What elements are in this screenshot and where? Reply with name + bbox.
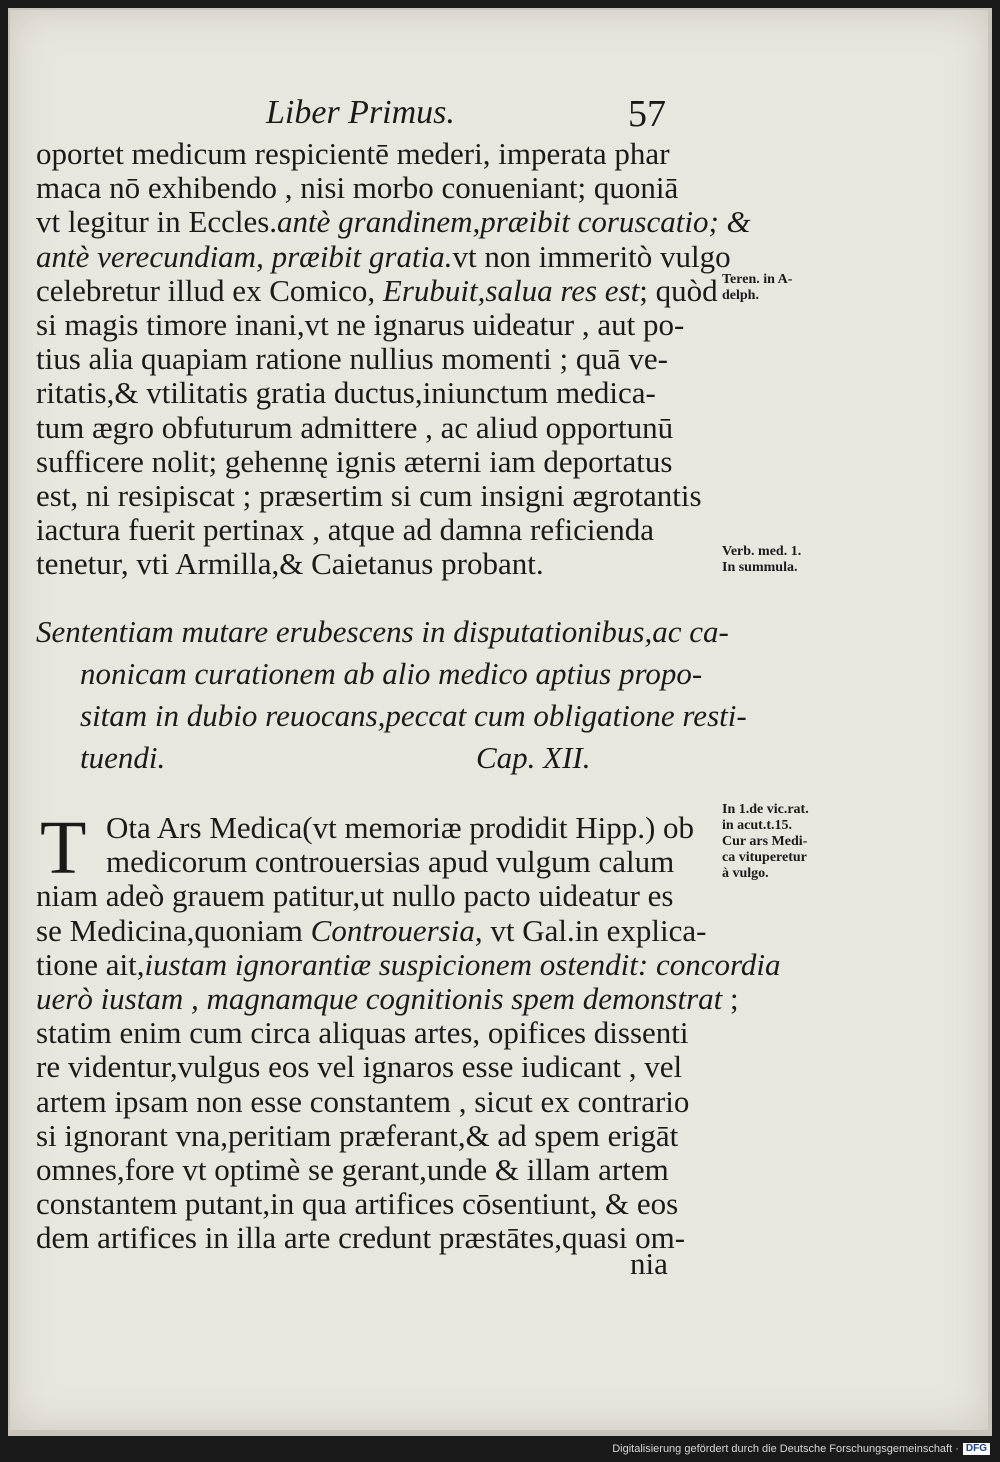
text-segment: tum ægro obfuturum admittere , ac aliud opportunū	[36, 409, 674, 445]
chapter-line	[36, 1049, 682, 1085]
body-line	[36, 170, 678, 206]
italic-segment: Controuersia	[310, 912, 475, 948]
italic-segment: antè grandinem,præibit coruscatio; &	[277, 204, 751, 240]
chapter-heading-line: sitam in dubio reuocans,peccat cum obligatione resti-	[80, 698, 747, 733]
body-line	[36, 410, 673, 446]
text-segment: celebretur illud ex Comico,	[36, 272, 383, 308]
marginal-note-line: Verb. med. 1.	[722, 544, 802, 559]
chapter-line	[36, 913, 706, 949]
running-head: Liber Primus.	[266, 94, 455, 131]
text-segment: statim enim cum circa aliquas artes, opifices dissenti	[36, 1015, 689, 1051]
body-line	[36, 239, 731, 275]
chapter-line	[36, 878, 674, 914]
body-line	[36, 273, 718, 309]
marginal-note-line: Teren. in A-	[722, 272, 793, 287]
marginal-note	[722, 272, 792, 304]
chapter-heading-line: Sententiam mutare erubescens in disputationibus,ac ca-	[36, 614, 729, 649]
marginal-note-line: delph.	[722, 288, 759, 303]
text-segment: maca nō exhibendo , nisi morbo conueniant; quoniā	[36, 170, 679, 206]
text-segment: iactura fuerit pertinax , atque ad damna reficienda	[36, 512, 654, 548]
text-segment: vt non immeritò vulgo	[452, 238, 731, 274]
chapter-line	[36, 947, 781, 983]
marginal-note-line: In summula.	[722, 560, 798, 575]
marginal-note-line: In 1.de vic.rat.	[722, 802, 809, 817]
text-segment: ritatis,& vtilitatis gratia ductus,iniunctum medica-	[36, 375, 656, 411]
marginal-note-line: ca vituperetur	[722, 850, 807, 865]
chapter-heading-line: nonicam curationem ab alio medico aptius propo-	[80, 656, 703, 691]
text-segment: Ota Ars Medica(vt memoriæ prodidit Hipp.) ob	[106, 810, 695, 845]
drop-cap: T	[40, 806, 87, 890]
text-segment: tenetur, vti Armilla,& Caietanus probant.	[36, 546, 544, 582]
italic-segment: antè verecundiam, præibit gratia.	[36, 238, 453, 274]
marginal-note-line: in acut.t.15.	[722, 818, 792, 833]
marginal-note-line: Cur ars Medi-	[722, 834, 808, 849]
scan-frame	[8, 8, 992, 1436]
chapter-heading-line: tuendi.	[80, 740, 166, 775]
body-line	[36, 444, 672, 480]
chapter-line	[36, 1152, 669, 1188]
text-segment: dem artifices in illa arte credunt præstātes,quasi om-	[36, 1220, 686, 1256]
body-line	[36, 375, 656, 411]
chapter-line	[106, 844, 674, 880]
marginal-note	[722, 802, 809, 882]
book-page	[10, 10, 988, 1430]
italic-segment: iustam ignorantiæ suspicionem ostendit: concordia	[144, 946, 781, 982]
catchword: nia	[630, 1246, 668, 1281]
text-segment: ;	[722, 981, 739, 1016]
body-line	[36, 512, 654, 548]
text-segment: oportet medicum respicientē mederi, imperata phar	[36, 136, 670, 171]
text-segment: se Medicina,quoniam	[36, 912, 311, 948]
dfg-logo: DFG	[963, 1443, 990, 1455]
text-segment: artem ipsam non esse constantem , sicut ex contrario	[36, 1083, 690, 1119]
body-line	[36, 307, 684, 343]
text-segment: omnes,fore vt optimè se gerant,unde & illam artem	[36, 1152, 669, 1187]
italic-segment: uerò iustam , magnamque cognitionis spem demonstrat	[36, 981, 723, 1016]
chapter-line	[36, 1084, 689, 1120]
text-segment: est, ni resipiscat ; præsertim si cum insigni ægrotantis	[36, 478, 702, 513]
body-line	[36, 204, 751, 240]
chapter-number: Cap. XII.	[476, 740, 591, 775]
chapter-line	[36, 1015, 689, 1051]
footer-credit	[612, 1443, 990, 1455]
body-line	[36, 341, 668, 377]
text-segment: si ignorant vna,peritiam præferant,& ad spem erigāt	[36, 1117, 679, 1153]
chapter-line	[36, 981, 739, 1017]
text-segment: niam adeò grauem patitur,ut nullo pacto uideatur es	[36, 878, 674, 914]
text-segment: constantem putant,in qua artifices cōsentiunt, & eos	[36, 1186, 679, 1222]
chapter-line	[36, 1220, 685, 1256]
marginal-note	[722, 544, 801, 576]
marginal-note-line: à vulgo.	[722, 866, 769, 881]
text-segment: sufficere nolit; gehennę ignis æterni iam deportatus	[36, 443, 673, 479]
text-segment: re videntur,vulgus eos vel ignaros esse iudicant , vel	[36, 1049, 683, 1085]
text-segment: tione ait,	[36, 946, 145, 982]
text-segment: tius alia quapiam ratione nullius momenti ; quā ve-	[36, 341, 668, 377]
italic-segment: Erubuit,salua res est	[382, 272, 640, 308]
text-segment: vt legitur in Eccles.	[36, 204, 278, 240]
chapter-line	[36, 1186, 678, 1222]
text-segment: medicorum controuersias apud vulgum calum	[106, 844, 675, 880]
page-number: 57	[628, 93, 666, 135]
text-segment: , vt Gal.in explica-	[474, 912, 707, 948]
body-line	[36, 546, 544, 582]
body-line	[36, 478, 702, 514]
footer-text: Digitalisierung gefördert durch die Deutsche Forschungsgemeinschaft ·	[612, 1443, 959, 1455]
text-segment: ; quòd	[639, 272, 718, 308]
chapter-line	[36, 1118, 678, 1154]
text-segment: si magis timore inani,vt ne ignarus uideatur , aut po-	[36, 307, 685, 342]
chapter-line	[106, 810, 694, 846]
body-line	[36, 136, 670, 172]
